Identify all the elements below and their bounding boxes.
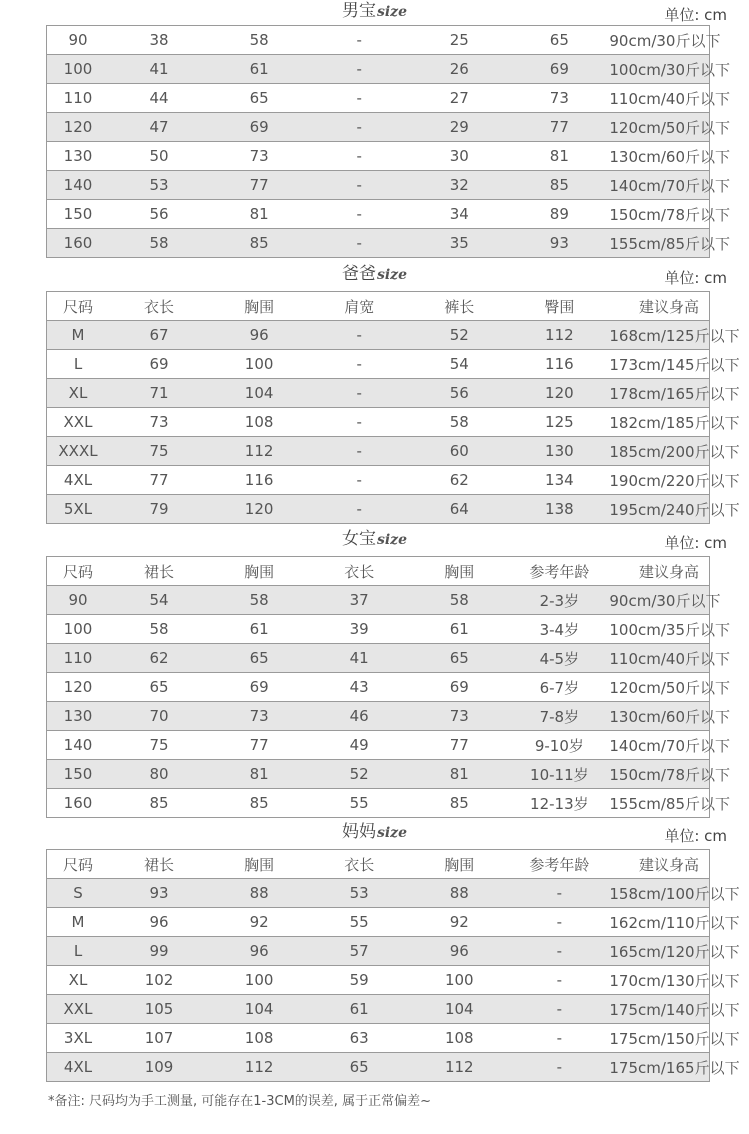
table-row bbox=[47, 937, 710, 966]
table-cell: 37 bbox=[309, 586, 409, 615]
table-cell: - bbox=[309, 171, 409, 200]
table-cell: 92 bbox=[209, 908, 309, 937]
table-row bbox=[47, 995, 710, 1024]
table-cell: 58 bbox=[209, 26, 309, 55]
table-cell: 116 bbox=[209, 466, 309, 495]
table-cell: 69 bbox=[509, 55, 609, 84]
table-cell: 120 bbox=[509, 379, 609, 408]
table-cell: 79 bbox=[109, 495, 209, 524]
table-cell: 65 bbox=[409, 644, 509, 673]
table-cell: 61 bbox=[209, 615, 309, 644]
section-girl bbox=[0, 528, 749, 813]
table-cell: 112 bbox=[209, 437, 309, 466]
table-row bbox=[47, 26, 710, 55]
size-table-mom bbox=[46, 849, 740, 1082]
table-cell: XXXL bbox=[47, 437, 110, 466]
table-cell: XL bbox=[47, 966, 110, 995]
table-cell: - bbox=[509, 908, 609, 937]
table-cell: 105 bbox=[109, 995, 209, 1024]
table-row bbox=[47, 466, 710, 495]
table-cell: 41 bbox=[309, 644, 409, 673]
table-cell: 54 bbox=[409, 350, 509, 379]
table-cell: 4XL bbox=[47, 1053, 110, 1082]
table-cell: 112 bbox=[509, 321, 609, 350]
table-cell: - bbox=[509, 937, 609, 966]
table-cell: 140cm/70斤以下 bbox=[609, 171, 709, 200]
header-row bbox=[47, 557, 710, 586]
table-cell: 52 bbox=[309, 760, 409, 789]
table-row bbox=[47, 731, 710, 760]
header-cell: 尺码 bbox=[47, 850, 110, 879]
table-cell: 27 bbox=[409, 84, 509, 113]
table-cell: 25 bbox=[409, 26, 509, 55]
table-cell: 175cm/165斤以下 bbox=[609, 1053, 709, 1082]
table-cell: 89 bbox=[509, 200, 609, 229]
table-cell: 81 bbox=[409, 760, 509, 789]
table-cell: 112 bbox=[409, 1053, 509, 1082]
table-cell: 65 bbox=[109, 673, 209, 702]
table-cell: - bbox=[509, 995, 609, 1024]
table-cell: 100 bbox=[47, 55, 110, 84]
table-row bbox=[47, 644, 710, 673]
table-cell: 175cm/140斤以下 bbox=[609, 995, 709, 1024]
table-cell: 70 bbox=[109, 702, 209, 731]
table-cell: - bbox=[309, 229, 409, 258]
table-cell: 81 bbox=[509, 142, 609, 171]
table-cell: - bbox=[309, 84, 409, 113]
header-cell: 建议身高 bbox=[609, 557, 709, 586]
table-cell: 99 bbox=[109, 937, 209, 966]
table-cell: 73 bbox=[509, 84, 609, 113]
table-cell: 58 bbox=[409, 408, 509, 437]
table-row bbox=[47, 229, 710, 258]
header-cell: 胸围 bbox=[209, 557, 309, 586]
table-cell: 130cm/60斤以下 bbox=[609, 702, 709, 731]
table-cell: 26 bbox=[409, 55, 509, 84]
table-row bbox=[47, 84, 710, 113]
table-cell: 69 bbox=[409, 673, 509, 702]
table-cell: 77 bbox=[409, 731, 509, 760]
table-cell: 60 bbox=[409, 437, 509, 466]
table-cell: 44 bbox=[109, 84, 209, 113]
table-cell: 100cm/35斤以下 bbox=[609, 615, 709, 644]
table-row bbox=[47, 321, 710, 350]
table-cell: 64 bbox=[409, 495, 509, 524]
section-dad bbox=[0, 263, 749, 519]
table-cell: 182cm/185斤以下 bbox=[609, 408, 709, 437]
table-cell: 170cm/130斤以下 bbox=[609, 966, 709, 995]
table-cell: 77 bbox=[209, 731, 309, 760]
table-cell: - bbox=[309, 113, 409, 142]
table-cell: 56 bbox=[409, 379, 509, 408]
table-cell: 85 bbox=[209, 229, 309, 258]
header-cell: 参考年龄 bbox=[509, 850, 609, 879]
table-cell: 108 bbox=[409, 1024, 509, 1053]
table-cell: 41 bbox=[109, 55, 209, 84]
header-row bbox=[47, 292, 710, 321]
header-cell: 臀围 bbox=[509, 292, 609, 321]
table-cell: 4-5岁 bbox=[509, 644, 609, 673]
table-cell: - bbox=[509, 966, 609, 995]
table-cell: 62 bbox=[409, 466, 509, 495]
table-cell: 54 bbox=[109, 586, 209, 615]
table-cell: 190cm/220斤以下 bbox=[609, 466, 709, 495]
table-cell: 110cm/40斤以下 bbox=[609, 84, 709, 113]
section-boy bbox=[0, 0, 749, 253]
table-cell: 130 bbox=[47, 142, 110, 171]
table-cell: 100 bbox=[409, 966, 509, 995]
table-cell: 85 bbox=[509, 171, 609, 200]
table-cell: - bbox=[309, 55, 409, 84]
table-cell: 85 bbox=[109, 789, 209, 818]
table-cell: 34 bbox=[409, 200, 509, 229]
table-cell: 125 bbox=[509, 408, 609, 437]
table-cell: 65 bbox=[209, 644, 309, 673]
table-cell: 6-7岁 bbox=[509, 673, 609, 702]
table-cell: - bbox=[309, 321, 409, 350]
table-cell: 116 bbox=[509, 350, 609, 379]
table-row bbox=[47, 200, 710, 229]
table-cell: 140cm/70斤以下 bbox=[609, 731, 709, 760]
header-cell: 裙长 bbox=[109, 850, 209, 879]
table-cell: 39 bbox=[309, 615, 409, 644]
table-cell: 47 bbox=[109, 113, 209, 142]
table-cell: 53 bbox=[309, 879, 409, 908]
table-cell: 62 bbox=[109, 644, 209, 673]
table-cell: 120cm/50斤以下 bbox=[609, 673, 709, 702]
table-cell: - bbox=[309, 200, 409, 229]
table-cell: 173cm/145斤以下 bbox=[609, 350, 709, 379]
table-cell: 59 bbox=[309, 966, 409, 995]
table-row bbox=[47, 495, 710, 524]
table-cell: 55 bbox=[309, 908, 409, 937]
size-table-dad bbox=[46, 291, 740, 524]
table-row bbox=[47, 1053, 710, 1082]
table-cell: 100 bbox=[209, 350, 309, 379]
table-cell: 96 bbox=[209, 937, 309, 966]
table-cell: 120cm/50斤以下 bbox=[609, 113, 709, 142]
table-cell: 109 bbox=[109, 1053, 209, 1082]
table-cell: 85 bbox=[209, 789, 309, 818]
table-cell: 58 bbox=[109, 229, 209, 258]
table-cell: 35 bbox=[409, 229, 509, 258]
table-cell: 155cm/85斤以下 bbox=[609, 789, 709, 818]
table-row bbox=[47, 379, 710, 408]
table-cell: 168cm/125斤以下 bbox=[609, 321, 709, 350]
table-cell: 110cm/40斤以下 bbox=[609, 644, 709, 673]
table-row bbox=[47, 1024, 710, 1053]
section-title: 爸爸size bbox=[341, 264, 408, 284]
table-cell: 2-3岁 bbox=[509, 586, 609, 615]
header-cell: 胸围 bbox=[209, 850, 309, 879]
table-cell: 150cm/78斤以下 bbox=[609, 200, 709, 229]
header-cell: 建议身高 bbox=[609, 292, 709, 321]
table-cell: 75 bbox=[109, 731, 209, 760]
table-cell: 140 bbox=[47, 171, 110, 200]
table-cell: 140 bbox=[47, 731, 110, 760]
table-cell: 104 bbox=[209, 995, 309, 1024]
unit-label: 单位: cm bbox=[664, 534, 727, 552]
table-cell: 88 bbox=[409, 879, 509, 908]
table-cell: 108 bbox=[209, 1024, 309, 1053]
table-cell: 73 bbox=[209, 142, 309, 171]
table-cell: 100 bbox=[47, 615, 110, 644]
table-cell: 102 bbox=[109, 966, 209, 995]
header-cell: 裤长 bbox=[409, 292, 509, 321]
table-cell: 150cm/78斤以下 bbox=[609, 760, 709, 789]
table-cell: 73 bbox=[109, 408, 209, 437]
table-cell: 150 bbox=[47, 760, 110, 789]
table-cell: 65 bbox=[209, 84, 309, 113]
table-cell: 9-10岁 bbox=[509, 731, 609, 760]
table-cell: 29 bbox=[409, 113, 509, 142]
table-cell: 185cm/200斤以下 bbox=[609, 437, 709, 466]
table-cell: 195cm/240斤以下 bbox=[609, 495, 709, 524]
table-row bbox=[47, 908, 710, 937]
table-cell: 93 bbox=[509, 229, 609, 258]
table-cell: 90 bbox=[47, 26, 110, 55]
table-cell: 96 bbox=[409, 937, 509, 966]
table-cell: 160 bbox=[47, 789, 110, 818]
table-cell: 130 bbox=[509, 437, 609, 466]
table-cell: 3-4岁 bbox=[509, 615, 609, 644]
header-cell: 胸围 bbox=[409, 557, 509, 586]
table-row bbox=[47, 673, 710, 702]
table-cell: 58 bbox=[109, 615, 209, 644]
table-cell: 120 bbox=[47, 113, 110, 142]
table-cell: 81 bbox=[209, 200, 309, 229]
section-title: 男宝size bbox=[341, 1, 408, 21]
section-title: 妈妈size bbox=[341, 822, 408, 842]
header-cell: 衣长 bbox=[309, 557, 409, 586]
table-cell: - bbox=[309, 466, 409, 495]
table-cell: 120 bbox=[209, 495, 309, 524]
table-cell: 67 bbox=[109, 321, 209, 350]
section-mom bbox=[0, 821, 749, 1077]
table-row bbox=[47, 879, 710, 908]
table-cell: 61 bbox=[209, 55, 309, 84]
table-cell: L bbox=[47, 937, 110, 966]
table-cell: - bbox=[509, 1053, 609, 1082]
table-cell: 85 bbox=[409, 789, 509, 818]
section-title: 女宝size bbox=[341, 529, 408, 549]
table-cell: 50 bbox=[109, 142, 209, 171]
table-cell: 73 bbox=[209, 702, 309, 731]
table-row bbox=[47, 615, 710, 644]
table-cell: 150 bbox=[47, 200, 110, 229]
header-cell: 建议身高 bbox=[609, 850, 709, 879]
header-cell: 尺码 bbox=[47, 557, 110, 586]
header-cell: 参考年龄 bbox=[509, 557, 609, 586]
header-cell: 衣长 bbox=[109, 292, 209, 321]
table-cell: 178cm/165斤以下 bbox=[609, 379, 709, 408]
table-cell: 96 bbox=[109, 908, 209, 937]
table-cell: 43 bbox=[309, 673, 409, 702]
table-cell: 88 bbox=[209, 879, 309, 908]
table-cell: 96 bbox=[209, 321, 309, 350]
table-cell: 130cm/60斤以下 bbox=[609, 142, 709, 171]
header-cell: 胸围 bbox=[409, 850, 509, 879]
table-cell: 110 bbox=[47, 644, 110, 673]
table-row bbox=[47, 142, 710, 171]
table-cell: 104 bbox=[209, 379, 309, 408]
table-row bbox=[47, 437, 710, 466]
table-cell: - bbox=[309, 26, 409, 55]
table-cell: 107 bbox=[109, 1024, 209, 1053]
table-cell: 73 bbox=[409, 702, 509, 731]
table-row bbox=[47, 702, 710, 731]
table-cell: 90cm/30斤以下 bbox=[609, 586, 709, 615]
table-cell: 77 bbox=[209, 171, 309, 200]
header-cell: 肩宽 bbox=[309, 292, 409, 321]
table-cell: L bbox=[47, 350, 110, 379]
table-cell: 12-13岁 bbox=[509, 789, 609, 818]
header-cell: 衣长 bbox=[309, 850, 409, 879]
table-cell: - bbox=[509, 879, 609, 908]
table-cell: 30 bbox=[409, 142, 509, 171]
table-cell: 3XL bbox=[47, 1024, 110, 1053]
table-cell: - bbox=[309, 495, 409, 524]
table-cell: 138 bbox=[509, 495, 609, 524]
table-row bbox=[47, 350, 710, 379]
header-cell: 裙长 bbox=[109, 557, 209, 586]
table-cell: 55 bbox=[309, 789, 409, 818]
table-cell: - bbox=[309, 142, 409, 171]
table-cell: 69 bbox=[209, 113, 309, 142]
table-cell: 61 bbox=[309, 995, 409, 1024]
table-row bbox=[47, 760, 710, 789]
table-cell: XXL bbox=[47, 995, 110, 1024]
table-cell: 100 bbox=[209, 966, 309, 995]
table-cell: 100cm/30斤以下 bbox=[609, 55, 709, 84]
table-cell: - bbox=[309, 350, 409, 379]
table-cell: - bbox=[309, 379, 409, 408]
table-cell: 71 bbox=[109, 379, 209, 408]
table-cell: 32 bbox=[409, 171, 509, 200]
table-cell: 104 bbox=[409, 995, 509, 1024]
table-cell: 69 bbox=[109, 350, 209, 379]
table-cell: 93 bbox=[109, 879, 209, 908]
table-cell: 90 bbox=[47, 586, 110, 615]
table-cell: 5XL bbox=[47, 495, 110, 524]
table-cell: 65 bbox=[309, 1053, 409, 1082]
table-cell: 175cm/150斤以下 bbox=[609, 1024, 709, 1053]
table-cell: 90cm/30斤以下 bbox=[609, 26, 709, 55]
table-cell: 53 bbox=[109, 171, 209, 200]
table-cell: M bbox=[47, 908, 110, 937]
table-row bbox=[47, 966, 710, 995]
table-cell: M bbox=[47, 321, 110, 350]
unit-label: 单位: cm bbox=[664, 269, 727, 287]
table-cell: 52 bbox=[409, 321, 509, 350]
size-table-girl bbox=[46, 556, 731, 818]
table-cell: 165cm/120斤以下 bbox=[609, 937, 709, 966]
table-cell: 58 bbox=[209, 586, 309, 615]
table-cell: 81 bbox=[209, 760, 309, 789]
footnote: *备注: 尺码均为手工测量, 可能存在1-3CM的误差, 属于正常偏差~ bbox=[48, 1094, 431, 1109]
table-cell: 77 bbox=[509, 113, 609, 142]
size-table-boy bbox=[46, 25, 731, 258]
unit-label: 单位: cm bbox=[664, 6, 727, 24]
table-cell: 130 bbox=[47, 702, 110, 731]
table-cell: S bbox=[47, 879, 110, 908]
table-cell: 38 bbox=[109, 26, 209, 55]
table-cell: 92 bbox=[409, 908, 509, 937]
table-cell: 61 bbox=[409, 615, 509, 644]
table-row bbox=[47, 171, 710, 200]
table-cell: - bbox=[309, 408, 409, 437]
table-cell: 77 bbox=[109, 466, 209, 495]
table-cell: 7-8岁 bbox=[509, 702, 609, 731]
table-cell: 108 bbox=[209, 408, 309, 437]
table-cell: 158cm/100斤以下 bbox=[609, 879, 709, 908]
table-cell: XXL bbox=[47, 408, 110, 437]
table-cell: 49 bbox=[309, 731, 409, 760]
table-cell: 162cm/110斤以下 bbox=[609, 908, 709, 937]
table-cell: 80 bbox=[109, 760, 209, 789]
table-cell: 56 bbox=[109, 200, 209, 229]
table-cell: 10-11岁 bbox=[509, 760, 609, 789]
unit-label: 单位: cm bbox=[664, 827, 727, 845]
table-cell: 160 bbox=[47, 229, 110, 258]
table-cell: 63 bbox=[309, 1024, 409, 1053]
table-row bbox=[47, 586, 710, 615]
table-cell: 112 bbox=[209, 1053, 309, 1082]
table-cell: 57 bbox=[309, 937, 409, 966]
table-cell: XL bbox=[47, 379, 110, 408]
table-cell: 120 bbox=[47, 673, 110, 702]
table-cell: 46 bbox=[309, 702, 409, 731]
header-cell: 胸围 bbox=[209, 292, 309, 321]
table-row bbox=[47, 55, 710, 84]
table-row bbox=[47, 113, 710, 142]
table-cell: 58 bbox=[409, 586, 509, 615]
header-row bbox=[47, 850, 710, 879]
header-cell: 尺码 bbox=[47, 292, 110, 321]
table-cell: 155cm/85斤以下 bbox=[609, 229, 709, 258]
table-cell: 69 bbox=[209, 673, 309, 702]
table-cell: 75 bbox=[109, 437, 209, 466]
table-cell: 134 bbox=[509, 466, 609, 495]
table-cell: - bbox=[309, 437, 409, 466]
table-cell: 65 bbox=[509, 26, 609, 55]
table-cell: - bbox=[509, 1024, 609, 1053]
table-cell: 110 bbox=[47, 84, 110, 113]
table-row bbox=[47, 789, 710, 818]
table-row bbox=[47, 408, 710, 437]
table-cell: 4XL bbox=[47, 466, 110, 495]
